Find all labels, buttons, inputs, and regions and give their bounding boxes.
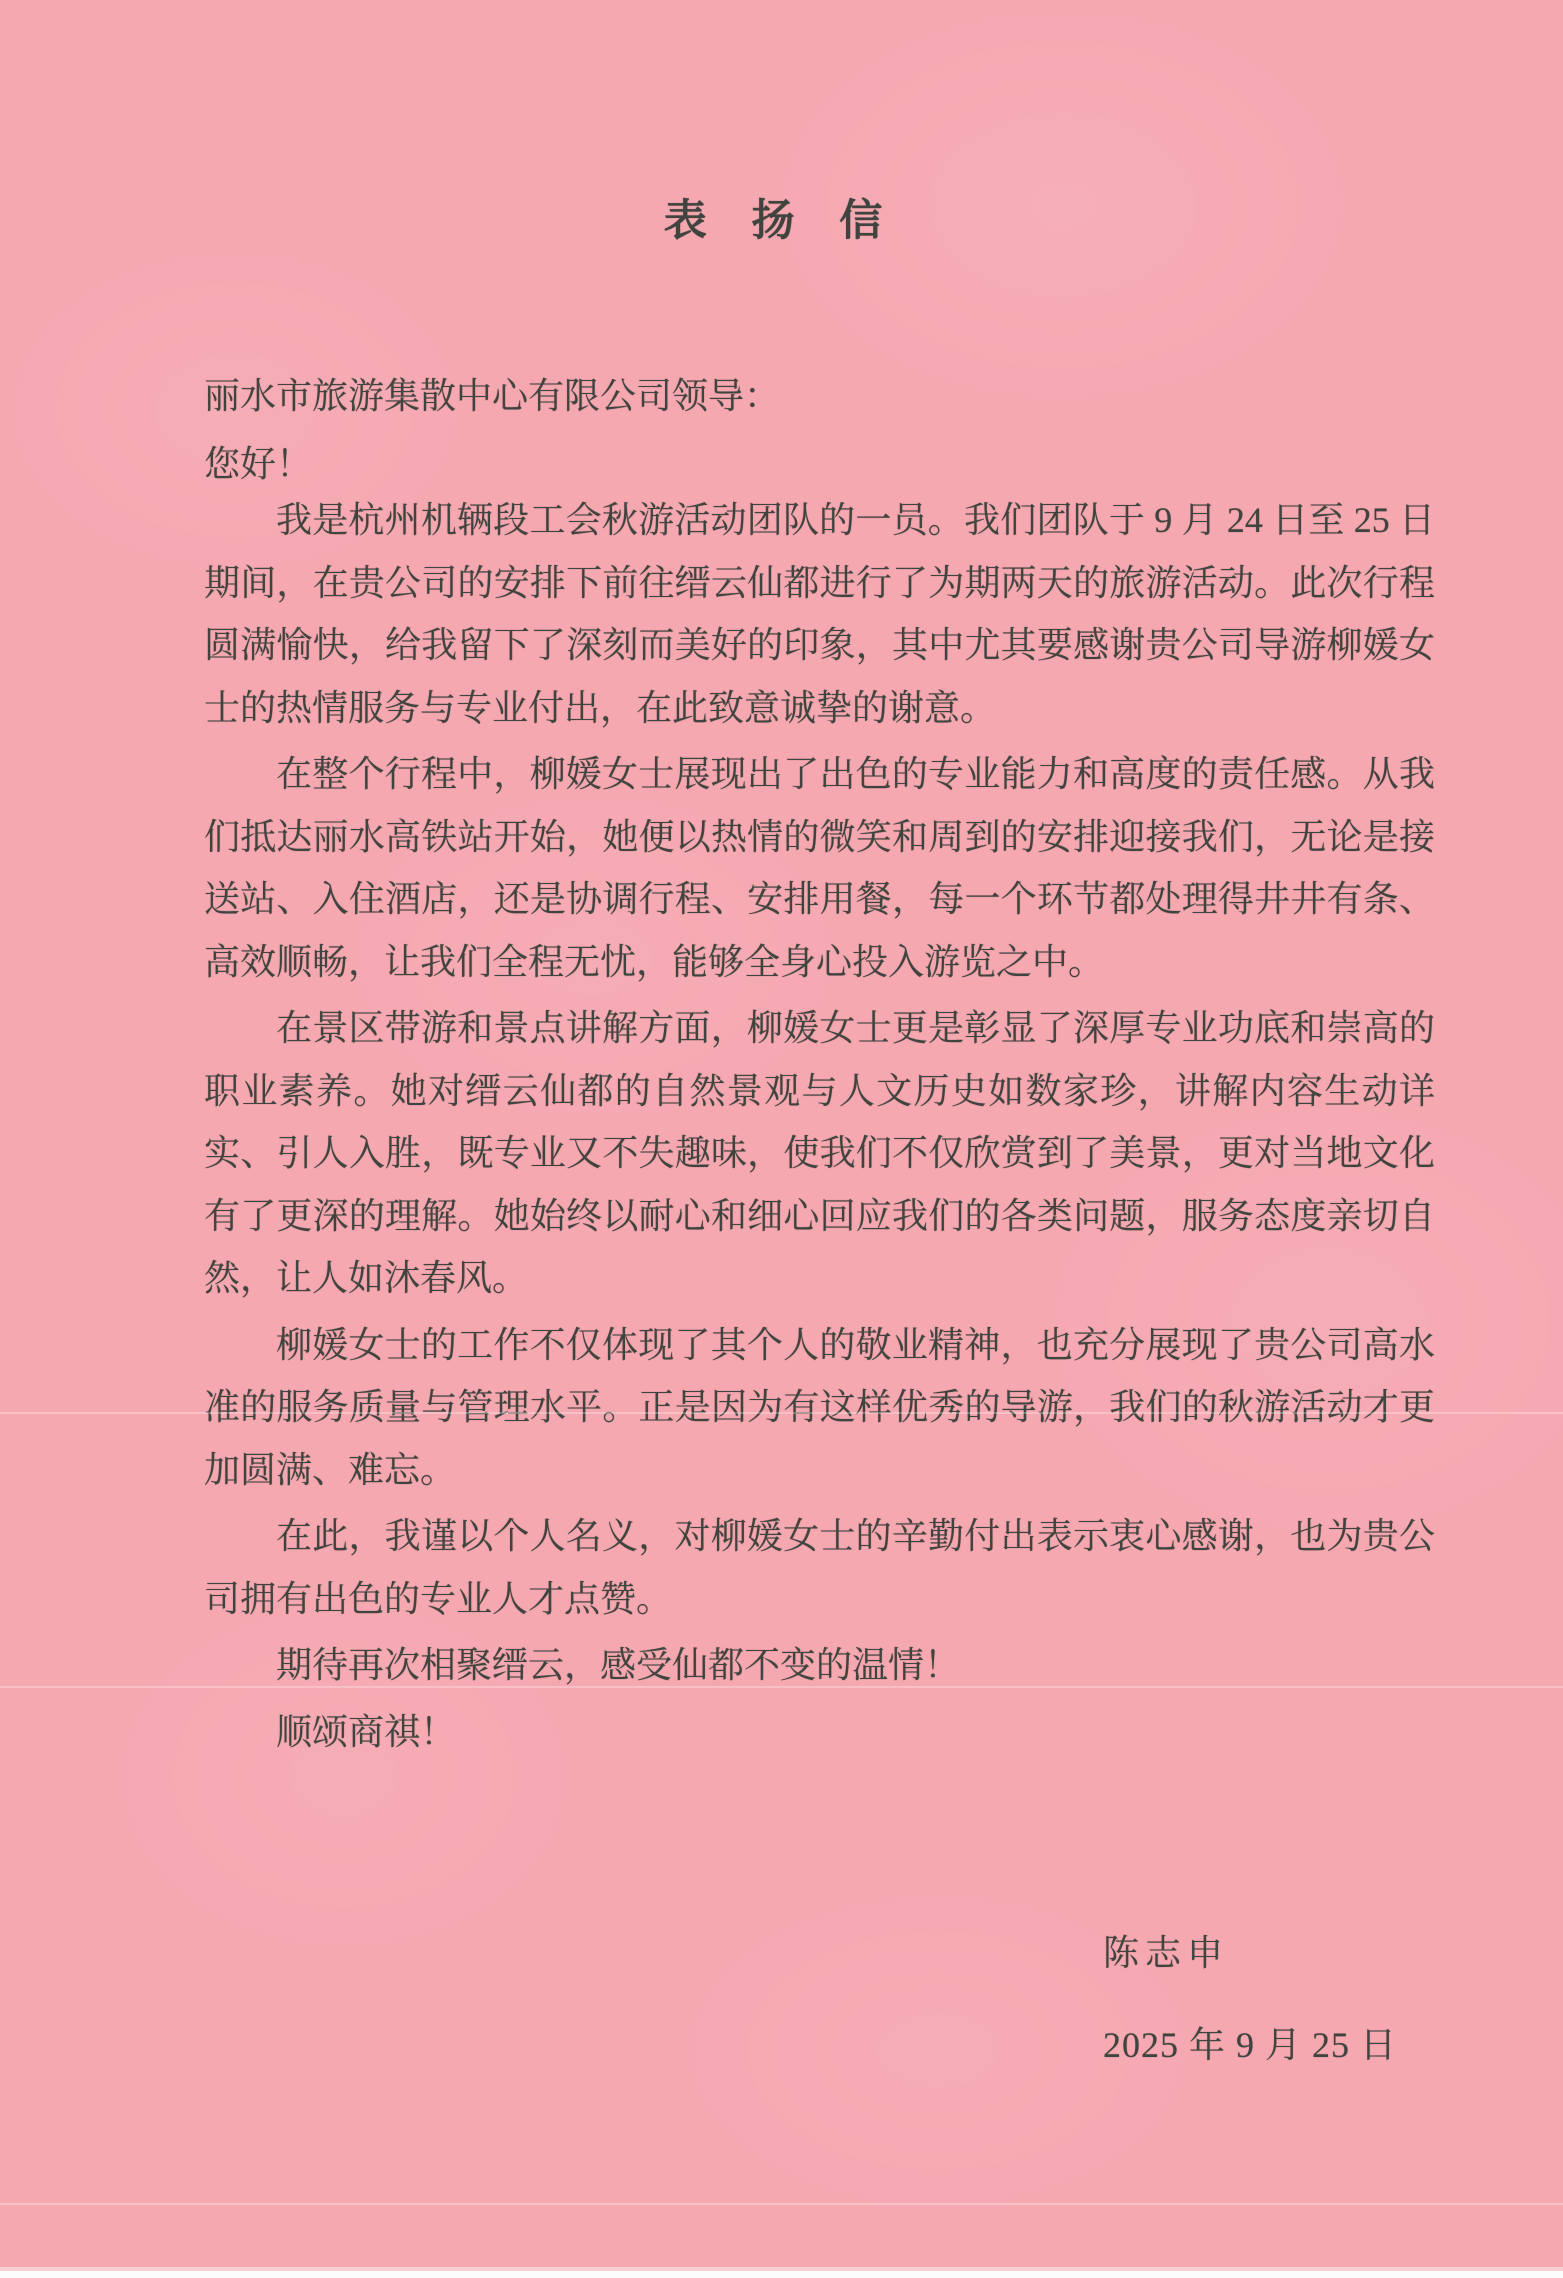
salutation-line: 顺颂商祺！ — [276, 1711, 457, 1752]
recipient-line: 丽水市旅游集散中心有限公司领导： — [204, 376, 781, 416]
signature-block — [1103, 1928, 1397, 2070]
letter-body — [0, 371, 1563, 1763]
paragraph-4: 柳媛女士的工作不仅体现了其个人的敬业精神，也充分展现了贵公司高水准的服务质量与管理水平。正是因为有这样优秀的导游，我们的秋游活动才更加圆满、难忘。 — [204, 1324, 1435, 1490]
scan-bottom-edge — [0, 2271, 1563, 2278]
signature-name: 陈志申 — [1103, 1933, 1230, 1973]
signature-date: 2025 年 9 月 25 日 — [1103, 2025, 1398, 2065]
paragraph-3: 在景区带游和景点讲解方面，柳媛女士更是彰显了深厚专业功底和崇高的职业素养。她对缙云仙都的自然景观与人文历史如数家珍，讲解内容生动详实、引人入胜，既专业又不失趣味，使我们不仅欣赏到了美景，更对当地文化有了更深的理解。她始终以耐心和细心回应我们的各类问题，服务态度亲切自然，让人如沐春风。 — [204, 1008, 1435, 1298]
paragraph-2: 在整个行程中，柳媛女士展现出了出色的专业能力和高度的责任感。从我们抵达丽水高铁站开始，她便以热情的微笑和周到的安排迎接我们，无论是接送站、入住酒店，还是协调行程、安排用餐，每一个环节都处理得井井有条、高效顺畅，让我们全程无忧，能够全身心投入游览之中。 — [204, 754, 1435, 982]
letter-title: 表 扬 信 — [663, 198, 900, 245]
greeting-line: 您好！ — [204, 444, 313, 484]
scan-artifact-line — [0, 2203, 1563, 2205]
paragraph-5: 在此，我谨以个人名义，对柳媛女士的辛勤付出表示衷心感谢，也为贵公司拥有出色的专业人才点赞。 — [204, 1516, 1435, 1619]
closing-line: 期待再次相聚缙云，感受仙都不变的温情！ — [276, 1645, 961, 1685]
paragraph-1: 我是杭州机辆段工会秋游活动团队的一员。我们团队于 9 月 24 日至 25 日期间，在贵公司的安排下前往缙云仙都进行了为期两天的旅游活动。此次行程圆满愉快，给我留下了深刻而美好的印象，其中尤其要感谢贵公司导游柳媛女士的热情服务与专业付出，在此致意诚挚的谢意。 — [204, 500, 1435, 728]
